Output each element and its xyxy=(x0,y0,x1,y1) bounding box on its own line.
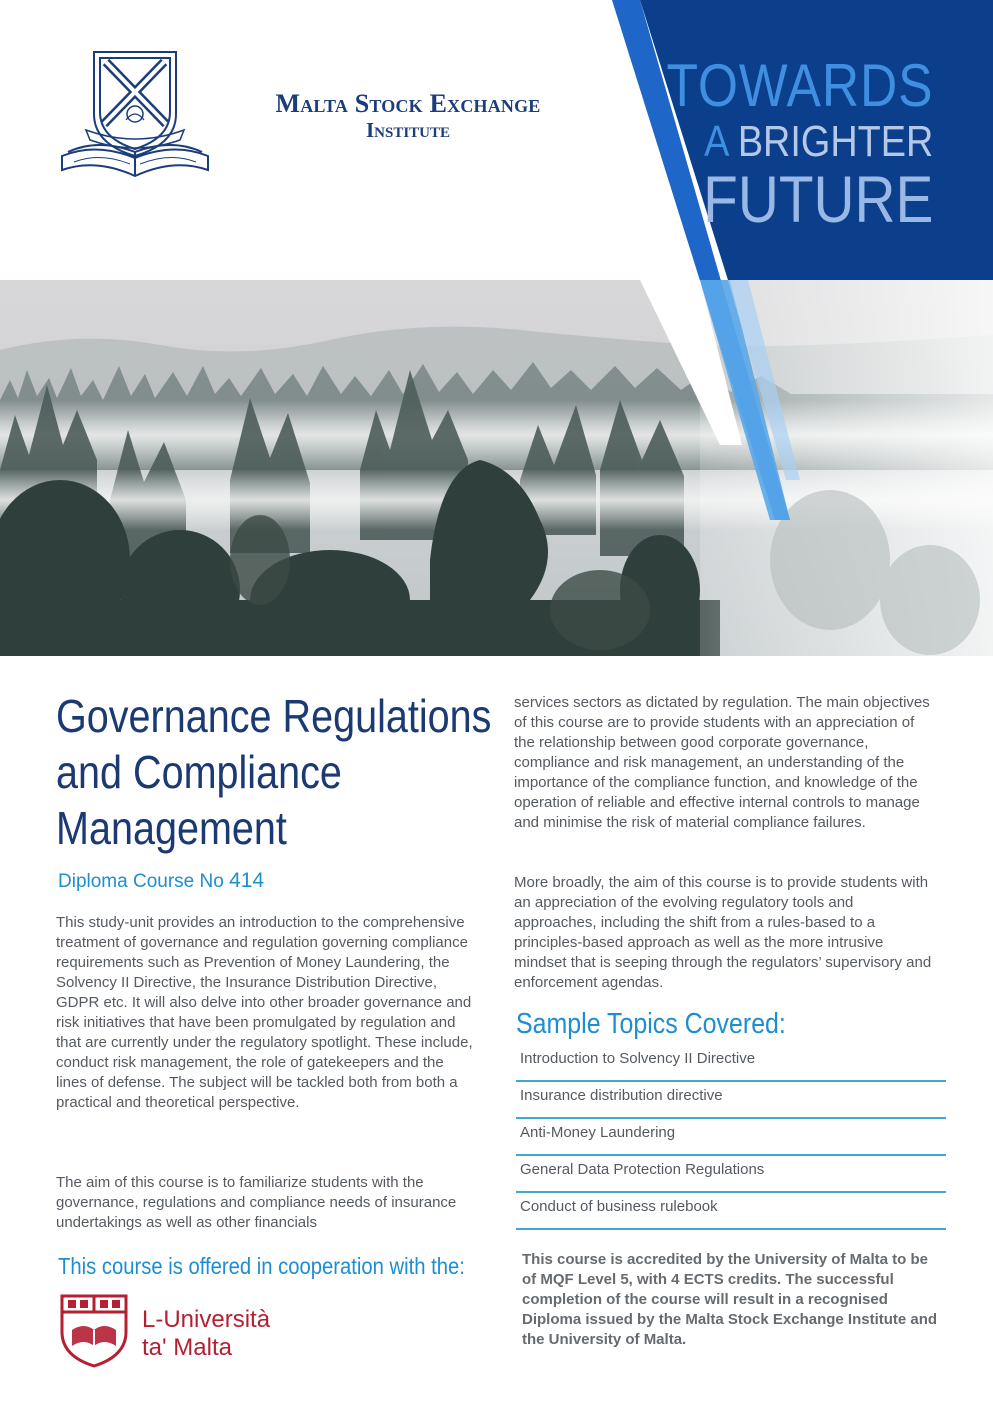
tagline xyxy=(666,52,933,236)
topic-item: Conduct of business rulebook xyxy=(516,1193,946,1230)
org-name-line1: Malta Stock Exchange xyxy=(275,89,541,118)
org-name-line2: Institute xyxy=(365,118,451,142)
org-name xyxy=(228,90,588,142)
course-title xyxy=(56,688,520,856)
tagline-line3: FUTURE xyxy=(702,162,933,236)
diploma-label: Diploma Course No xyxy=(58,871,224,892)
cooperation-text: This course is offered in cooperation with the: xyxy=(58,1253,465,1279)
diploma-number: 414 xyxy=(229,869,265,892)
accreditation-note: This course is accredited by the University of Malta to be of MQF Level 5, with 4 ECTS credits. The successful completion of the course will result in a recognised Diploma issued by the Malta Stock Exchange Institute and the University of Malta. xyxy=(522,1251,938,1348)
topic-item: Introduction to Solvency II Directive xyxy=(516,1045,946,1082)
description-paragraph: The aim of this course is to familiarize students with the governance, regulations and compliance needs of insurance undertakings as well as other financials xyxy=(56,1174,457,1231)
university-of-malta-logo xyxy=(58,1290,130,1370)
tagline-line2-b: BRIGHTER xyxy=(737,117,933,166)
msei-crest-logo xyxy=(56,44,214,184)
university-name-line1: L-Università xyxy=(142,1306,271,1333)
course-title-line: Management xyxy=(56,802,287,854)
topic-item: Insurance distribution directive xyxy=(516,1082,946,1119)
course-title-line: and Compliance xyxy=(56,746,342,798)
description-paragraph: services sectors as dictated by regulation. The main objectives of this course are to provide students with an appreciation of the relationship between good corporate governance, compliance and risk management, an understanding of the importance of the compliance function, and knowledge of the operation of reliable and effective internal controls to manage and minimise the risk of material compliance failures. xyxy=(514,694,930,831)
university-name xyxy=(142,1306,270,1362)
topic-item: Anti-Money Laundering xyxy=(516,1119,946,1156)
forest-photo xyxy=(0,280,993,660)
university-name-line2: ta' Malta xyxy=(142,1334,232,1361)
tagline-line2 xyxy=(666,117,933,166)
tagline-line2-a: A xyxy=(703,117,727,166)
topic-item: General Data Protection Regulations xyxy=(516,1156,946,1193)
tagline-line1: TOWARDS xyxy=(666,52,933,119)
description-paragraph: This study-unit provides an introduction to the comprehensive treatment of governance and regulation governing compliance requirements such as Prevention of Money Laundering, the Solvency II Directive, the Insurance Distribution Directive, GDPR etc. It will also delve into other broader governance and risk initiatives that have been promulgated by regulation and that are currently under the regulatory spotlight. These include, conduct risk management, the role of gatekeepers and the lines of defense. The subject will be tackled both from both a practical and theoretical perspective. xyxy=(56,914,473,1111)
topics-heading: Sample Topics Covered: xyxy=(516,1008,786,1040)
course-title-line: Governance Regulations xyxy=(56,690,492,742)
diploma-course-number xyxy=(58,869,264,893)
description-paragraph: More broadly, the aim of this course is to provide students with an appreciation of the evolving regulatory tools and approaches, including the shift from a rules-based to a principles-based approach as well as the more intrusive mindset that is seeping through the regulators’ supervisory and enforcement agendas. xyxy=(514,874,932,991)
topics-list xyxy=(516,1045,946,1230)
